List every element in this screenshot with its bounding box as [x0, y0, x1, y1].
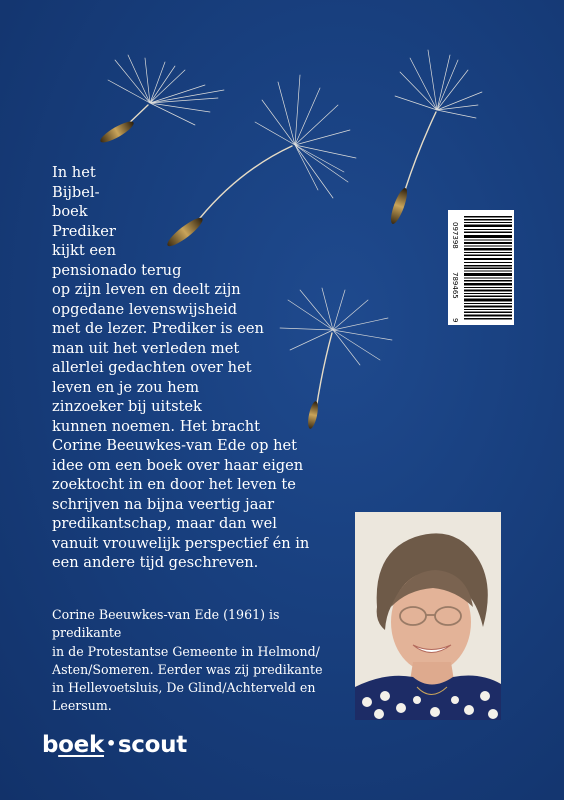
logo-separator: • — [105, 734, 116, 753]
dandelion-seed-1 — [98, 55, 224, 146]
logo-part-1: b — [42, 732, 59, 758]
barcode-digits — [450, 214, 460, 322]
logo-part-underlined: oek — [58, 732, 104, 758]
isbn-barcode — [448, 210, 514, 325]
barcode-digit-left: 9 — [451, 318, 459, 323]
barcode-digits-group-2: 097398 — [451, 222, 459, 249]
barcode-digits-group-1: 789465 — [451, 272, 459, 299]
dandelion-seed-3 — [388, 50, 482, 226]
logo-part-2: scout — [117, 732, 187, 758]
author-photo — [355, 512, 501, 720]
back-cover-blurb: In het Bijbel- boek Prediker kijkt een pensionado terug op zijn leven en deelt zijn opgedane levenswijsheid met de lezer. Prediker is een man uit het verleden met allerlei gedachten over het leven en je zou hem zinzoeker bij uitstek kunnen noemen. Het bracht Corine Beeuwkes-van Ede op het idee om een boek over haar eigen zoektocht in en door het leven te schrijven na bijna veertig jaar predikantschap, maar dan wel vanuit vrouwelijk perspectief én in een andere tijd geschreven. — [52, 164, 310, 571]
author-bio: Corine Beeuwkes-van Ede (1961) is predikante in de Protestantse Gemeente in Helmond/ Asten/Someren. Eerder was zij predikante in Hellevoetsluis, De Glind/Achterveld en Leersum. — [52, 607, 323, 714]
publisher-logo — [42, 732, 187, 758]
